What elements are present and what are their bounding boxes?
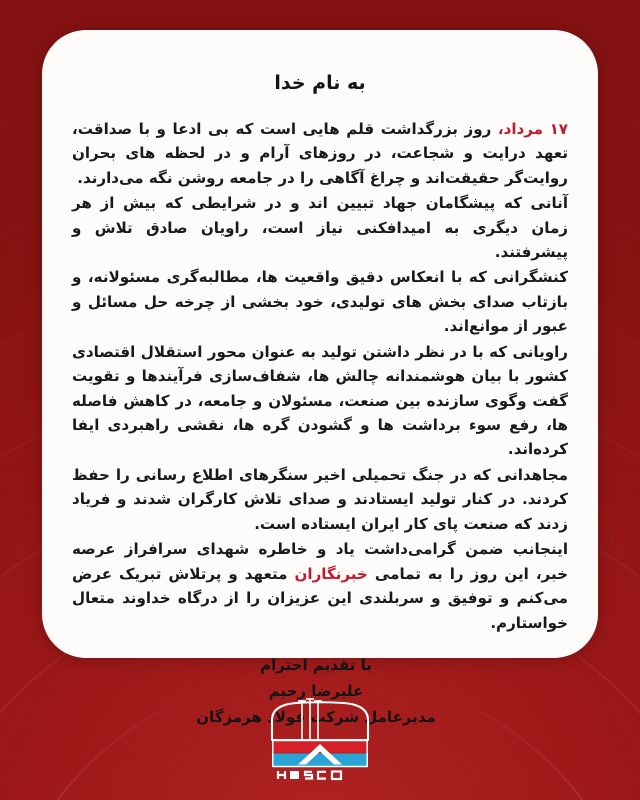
brand-logo bbox=[0, 694, 640, 780]
message-card bbox=[42, 30, 598, 726]
paragraph-2-text: آنانی که پیشگامان جهاد تبیین اند و در شرایطی که بیش از هر زمان دیگری به امیدافکنی نیاز است، راویان صادق تلاش و پیشرفتند. bbox=[72, 194, 568, 261]
paragraph-3 bbox=[72, 265, 568, 338]
paragraph-3-text: کنشگرانی که با انعکاس دقیق واقعیت ها، مطالبه‌گری مسئولانه، و بازتاب صدای بخش های تولیدی، خود بخشی از چرخه حل مسائل و عبور از موانع‌اند. bbox=[72, 268, 568, 336]
paragraph-4 bbox=[72, 340, 568, 462]
paragraph-1-text: روز بزرگداشت قلم هایی است که بی ادعا و با صداقت، تعهد درایت و شجاعت، در روزهای آرام و در لحظه های بحران روایت‌گر حقیقت‌اند و چراغ آگاهی را در جامعه روشن نگه می‌دارند. bbox=[72, 119, 568, 187]
accent-journalists: خبرنگاران bbox=[294, 564, 368, 583]
paragraph-5 bbox=[72, 463, 568, 536]
page-title: به نام خدا bbox=[274, 72, 366, 94]
paragraph-5-text: مجاهدانی که در جنگ تحمیلی اخیر سنگرهای اطلاع رسانی را حفظ کردند. در کنار تولید ایستادند و صدای تلاش کارگران شدند و فریاد زدند که صنعت پای کار ایران ایستاده است. bbox=[72, 465, 568, 533]
paragraph-4-text: راویانی که با در نظر داشتن تولید به عنوان محور استقلال اقتصادی کشور با بیان هوشمندانه چالش ها، شفاف‌سازی فرآیندها و تقویت گفت وگوی سازنده بین صنعت، مسئولان و جامعه، در کاهش فاصله ها، رفع سوء برداشت ها و گشودن گره ها، نقشی راهبردی ایفا کرده‌اند. bbox=[72, 342, 568, 459]
accent-date: ۱۷ مرداد، bbox=[497, 119, 568, 138]
paragraph-6-text-lead: اینجانب ضمن گرامی‌داشت یاد و خاطره شهدای سرافراز عرصه خبر، این روز را به تمامی bbox=[72, 540, 568, 583]
paragraph-6 bbox=[72, 537, 568, 635]
message-body bbox=[72, 117, 568, 635]
paragraph-2 bbox=[72, 191, 568, 264]
signature-name: علیرضا رحیم bbox=[268, 681, 364, 700]
signature-closing: با تقدیم احترام bbox=[260, 655, 372, 674]
paragraph-6-text-tail: متعهد و پرتلاش تبریک عرض می‌کنم و توفیق و سربلندی این عزیزان را از درگاه خداوند متعال خواستارم. bbox=[72, 564, 568, 632]
hosco-logo-icon bbox=[262, 694, 378, 780]
signature-role: مدیرعامل شرکت فولاد هرمزگان bbox=[196, 707, 436, 726]
paragraph-1 bbox=[72, 117, 568, 190]
